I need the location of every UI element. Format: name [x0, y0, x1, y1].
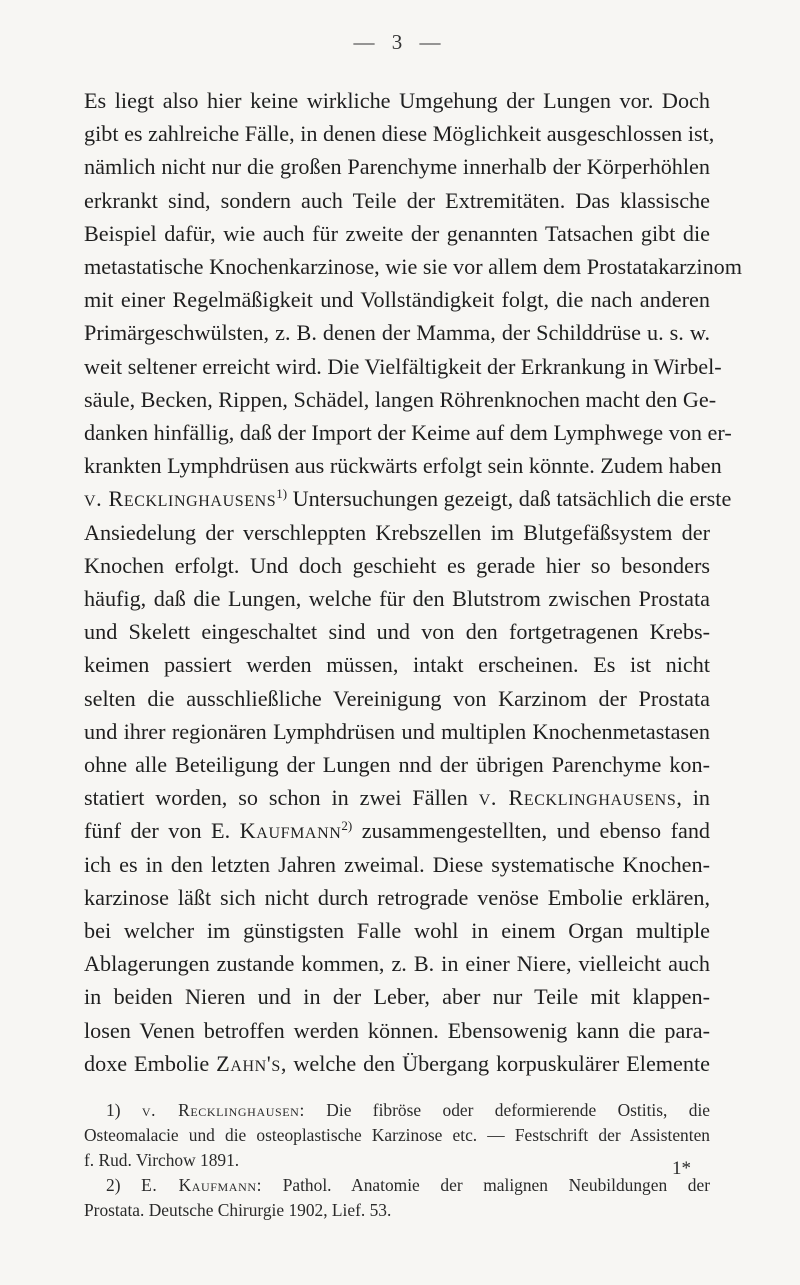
text-line: karzinose läßt sich nicht durch retrograde venöse Embolie erklären, [84, 884, 710, 910]
author-name: v. Recklinghausens [478, 785, 677, 811]
footnote-1 [84, 1098, 710, 1123]
text-line: ich es in den letzten Jahren zweimal. Diese systematische Knochen- [84, 851, 710, 877]
text-line: Beispiel dafür, wie auch für zweite der genannten Tatsachen gibt die [84, 220, 710, 246]
text-fragment: , in [676, 785, 711, 811]
author-name: v. Recklinghausens [84, 486, 277, 512]
footnote-marker: 1) [106, 1100, 121, 1120]
text-line [84, 814, 710, 847]
footnote-text: Die fibröse oder deformierende Ostitis, die [326, 1100, 710, 1120]
footnote-author: v. Recklinghausen: [141, 1100, 305, 1120]
text-line: Ablagerungen zustande kommen, z. B. in einer Niere, vielleicht auch [84, 951, 710, 977]
text-line: selten die ausschließliche Vereinigung von Karzinom der Prostata [84, 685, 710, 711]
text-fragment: zusammengestellten, und ebenso fand [361, 818, 711, 844]
text-line: mit einer Regelmäßigkeit und Vollständigkeit folgt, die nach anderen [84, 287, 710, 313]
footnote-line: Osteomalacie und die osteoplastische Karzinose etc. — Festschrift der Assistenten [84, 1125, 710, 1145]
footnote-line: f. Rud. Virchow 1891. [84, 1150, 240, 1170]
text-line: Primärgeschwülsten, z. B. denen der Mamma, der Schilddrüse u. s. w. [84, 320, 710, 346]
text-line [84, 781, 710, 814]
author-name: Kaufmann [239, 818, 342, 844]
text-line: gibt es zahlreiche Fälle, in denen diese Möglichkeit ausgeschlossen ist, [84, 121, 715, 147]
footnote-ref: 1) [276, 486, 288, 502]
text-line: erkrankt sind, sondern auch Teile der Extremitäten. Das klassische [84, 187, 710, 213]
text-line: krankten Lymphdrüsen aus rückwärts erfolgt sein könnte. Zudem haben [84, 453, 722, 479]
text-fragment: Untersuchungen gezeigt, daß tatsächlich die erste [292, 486, 732, 512]
text-line: Es liegt also hier keine wirkliche Umgehung der Lungen vor. Doch [84, 88, 710, 113]
text-line: in beiden Nieren und in der Leber, aber nur Teile mit klappen- [84, 984, 710, 1010]
text-fragment: doxe Embolie [84, 1050, 210, 1076]
author-name: Zahn's [216, 1050, 281, 1076]
footnote-line: Prostata. Deutsche Chirurgie 1902, Lief. 53. [84, 1200, 392, 1220]
text-line: und Skelett eingeschaltet sind und von den fortgetragenen Krebs- [84, 619, 710, 645]
text-line: danken hinfällig, daß der Import der Keime auf dem Lymphwege von er- [84, 420, 732, 446]
text-line: bei welcher im günstigsten Falle wohl in einem Organ multiple [84, 918, 710, 944]
text-line: ohne alle Beteiligung der Lungen nnd der übrigen Parenchyme kon- [84, 752, 710, 778]
text-line: Ansiedelung der verschleppten Krebszellen im Blutgefäßsystem der [84, 519, 710, 545]
text-fragment: statiert worden, so schon in zwei Fällen [84, 785, 468, 811]
footnote-text: Pathol. Anatomie der malignen Neubildungen der [282, 1175, 710, 1195]
text-line: häufig, daß die Lungen, welche für den Blutstrom zwischen Prostata [84, 586, 710, 612]
text-line: keimen passiert werden müssen, intakt erscheinen. Es ist nicht [84, 652, 710, 678]
text-line: losen Venen betroffen werden können. Ebensowenig kann die para- [84, 1017, 710, 1043]
footnote-ref: 2) [341, 818, 353, 834]
text-line [84, 482, 732, 515]
text-fragment: fünf der von E. [84, 818, 231, 844]
footnotes [84, 1098, 710, 1223]
text-line: weit seltener erreicht wird. Die Vielfältigkeit der Erkrankung in Wirbel- [84, 353, 722, 379]
footnote-author: E. Kaufmann: [141, 1175, 263, 1195]
signature-mark: 1* [672, 1158, 691, 1179]
text-line: säule, Becken, Rippen, Schädel, langen Röhrenknochen macht den Ge- [84, 386, 717, 412]
page-number: — 3 — [353, 30, 447, 54]
text-line [84, 1047, 710, 1080]
body-text [84, 84, 743, 1080]
text-fragment: , welche den Übergang korpuskulärer Elemente [280, 1050, 710, 1076]
footnote-2 [84, 1173, 710, 1198]
text-line: metastatische Knochenkarzinose, wie sie vor allem dem Prostatakarzinom [84, 254, 743, 280]
text-line: nämlich nicht nur die großen Parenchyme innerhalb der Körperhöhlen [84, 154, 710, 180]
text-line: Knochen erfolgt. Und doch geschieht es gerade hier so besonders [84, 552, 710, 578]
text-line: und ihrer regionären Lymphdrüsen und multiplen Knochenmetastasen [84, 718, 710, 744]
footnote-marker: 2) [106, 1175, 121, 1195]
